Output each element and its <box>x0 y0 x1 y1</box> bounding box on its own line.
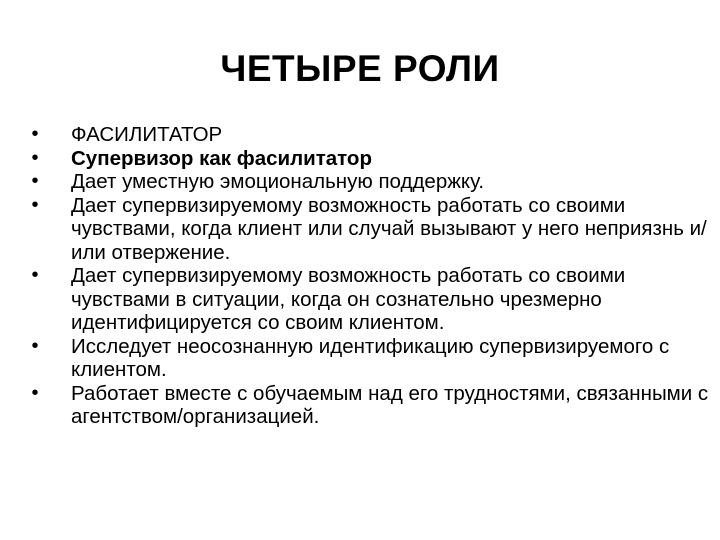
bullet-item <box>30 194 710 265</box>
bullet-icon: • <box>31 264 39 286</box>
bullet-icon: • <box>31 193 39 216</box>
bullet-text: ФАСИЛИТАТОР <box>71 123 223 146</box>
bullet-icon: • <box>31 381 39 404</box>
bullet-text: Исследует неосознанную идентификацию супервизируемого с клиентом. <box>71 334 670 381</box>
bullet-text: Дает супервизируемому возможность работать со своими чувствами в ситуации, когда он сознательно чрезмерно идентифицируется со своим клиентом. <box>71 264 626 334</box>
bullet-item <box>30 147 710 171</box>
bullet-icon: • <box>31 123 39 145</box>
bullet-icon: • <box>31 170 39 192</box>
bullet-icon: • <box>31 334 39 357</box>
bullet-text: Дает супервизируемому возможность работать со своими чувствами, когда клиент или случай вызывают у него неприязнь и/или отвержение. <box>71 193 707 264</box>
slide-title: ЧЕТЫРЕ РОЛИ <box>220 48 500 89</box>
bullet-item <box>30 123 710 147</box>
bullet-text: Супервизор как фасилитатор <box>71 146 372 170</box>
bullet-item <box>30 170 710 194</box>
bullet-text: Дает уместную эмоциональную поддержку. <box>71 170 485 193</box>
bullet-list <box>30 123 710 429</box>
bullet-item <box>30 335 710 382</box>
bullet-item <box>30 264 710 335</box>
bullet-item <box>30 382 710 429</box>
bullet-text: Работает вместе с обучаемым над его трудностями, связанными с агентством/организацией. <box>71 381 709 428</box>
bullet-icon: • <box>31 146 39 169</box>
